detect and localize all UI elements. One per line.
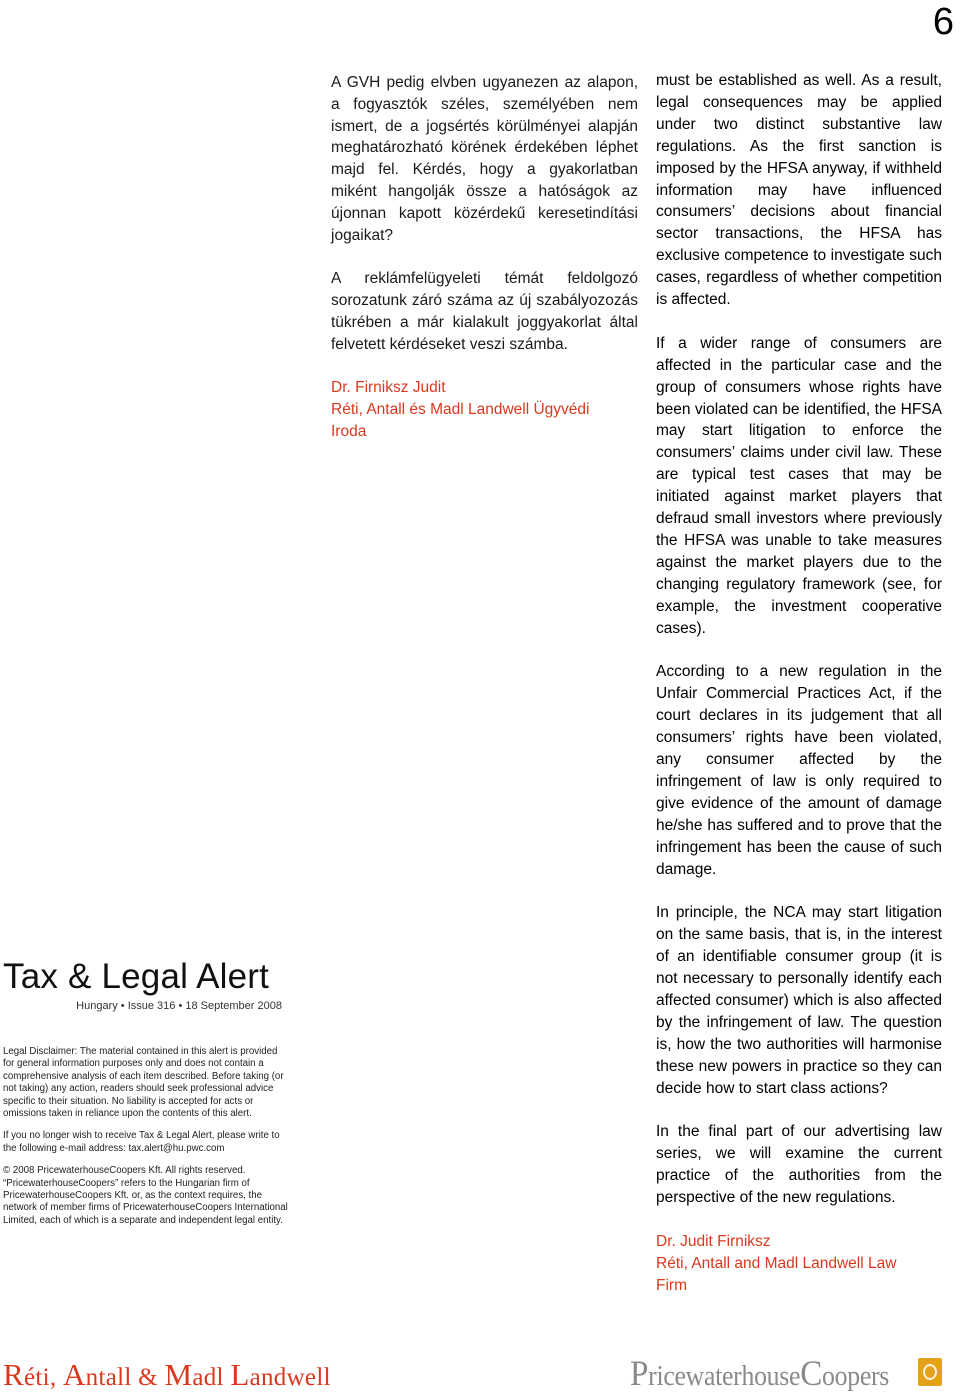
pricewaterhousecoopers-logo: PricewaterhouseCoopers (630, 1353, 890, 1393)
page-number: 6 (932, 1, 954, 43)
body-paragraph: In the final part of our advertising law series, we will examine the current practice of the authorities from the perspective of the new regulations. (656, 1123, 942, 1207)
author-firm-line: Firm (656, 1276, 687, 1294)
author-name: Dr. Firniksz Judit (331, 379, 446, 397)
body-paragraph: must be established as well. As a result, legal consequences may be applied under two distinct substantive law regulations. As the first sanction is imposed by the HFSA anyway, if withheld information may have influenced consumers’ decisions about financial sector transactions, the HFSA has exclusive competence to investigate such cases, regardless of whether competition is affected. (656, 72, 942, 309)
author-firm-line: Réti, Antall and Madl Landwell Law (656, 1254, 897, 1272)
reti-antall-madl-landwell-logo: Réti, Antall & Madl Landwell (3, 1357, 331, 1392)
unsubscribe-note: If you no longer wish to receive Tax & Legal Alert, please write to the following e-mail address: tax.alert@hu.pwc.com (3, 1130, 280, 1154)
sidebar (3, 955, 288, 1227)
copyright-line: “PricewaterhouseCoopers” refers to the Hungarian firm of PricewaterhouseCoopers Kft. or, as the context requires, the network of member firms of PricewaterhouseCoopers International Limited, each of which is a separate and independent legal entity. (3, 1177, 288, 1226)
body-paragraph: If a wider range of consumers are affected in the particular case and the group of consumers whose rights have been violated can be identified, the HFSA may start litigation to enforce the consumers’ claims under civil law. These are typical test cases that may be initiated against market players that defraud small investors where previously the HFSA was unable to take measures against the market players due to the changing regulatory framework (see, for example, the investment cooperative cases). (656, 334, 942, 637)
body-paragraph: A reklámfelügyeleti témát feldolgozó sorozatunk záró száma az új szabályozozás tükrében a már kialakult joggyakorlat által felvetett kérdéseket veszi számba. (331, 270, 638, 353)
english-column (656, 70, 942, 1297)
author-firm-line: Réti, Antall és Madl Landwell Ügyvédi (331, 400, 590, 418)
body-paragraph: In principle, the NCA may start litigation on the same basis, that is, in the interest of an identifiable consumer group (it is not necessary to personally identify each affected consumer) which is also affected by the infringement of law. The question is, how the two authorities will harmonise these new powers in practice so they can decide how to start class actions? (656, 904, 942, 1097)
author-signature (656, 1231, 942, 1297)
author-firm-line: Iroda (331, 422, 367, 440)
author-name: Dr. Judit Firniksz (656, 1232, 771, 1250)
publication-issue: Hungary • Issue 316 • 18 September 2008 (76, 1000, 282, 1012)
body-paragraph: According to a new regulation in the Unfair Commercial Practices Act, if the court declares in its judgement that all consumers’ rights have been violated, any consumer affected by the infringement of law is only required to give evidence of the amount of damage he/she has suffered and to prove that the infringement has been the cause of such damage. (656, 663, 942, 878)
pwc-emblem-icon (918, 1358, 942, 1386)
copyright-notice (3, 1165, 288, 1227)
body-paragraph: A GVH pedig elvben ugyanezen az alapon, a fogyasztók széles, személyében nem ismert, de a jogsértés körülményei alapján meghatározható körének érdekében léphet majd fel. Kérdés, hogy a gyakorlatban miként hangolják össze a hatóságok az újonnan kapott közérdekű keresetindítási jogaikat? (331, 74, 638, 244)
author-signature (331, 377, 638, 442)
hungarian-column (331, 72, 638, 443)
copyright-line: © 2008 PricewaterhouseCoopers Kft. All rights reserved. (3, 1165, 246, 1177)
publication-title: Tax & Legal Alert (3, 957, 270, 996)
legal-disclaimer: Legal Disclaimer: The material contained in this alert is provided for general information purposes only and does not contain a comprehensive analysis of each item described. Before taking (or not taking) any action, readers should seek professional advice specific to their situation. No liability is accepted for acts or omissions taken in reliance upon the contents of this alert. (3, 1046, 284, 1120)
